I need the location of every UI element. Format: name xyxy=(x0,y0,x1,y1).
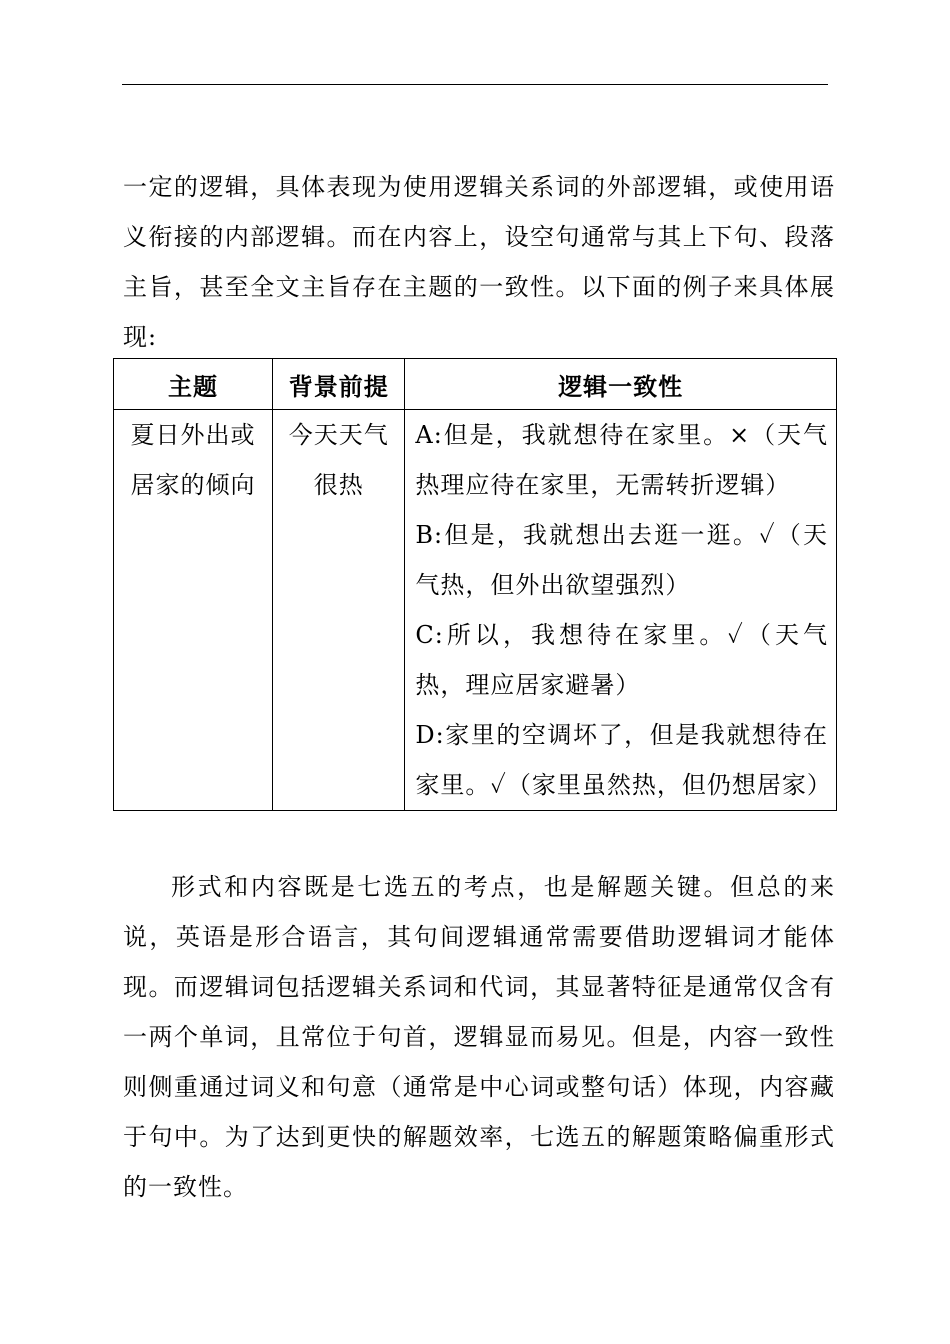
intro-paragraph: 一定的逻辑，具体表现为使用逻辑关系词的外部逻辑，或使用语义衔接的内部逻辑。而在内容上，设空句通常与其上下句、段落主旨，甚至全文主旨存在主题的一致性。以下面的例子来具体展现: xyxy=(123,173,835,351)
background-cell xyxy=(273,410,405,811)
example-table xyxy=(113,358,837,811)
topic-line: 夏日外出或 xyxy=(130,421,256,449)
option-a: A:但是，我就想待在家里。×（天气热理应待在家里，无需转折逻辑） xyxy=(415,421,828,499)
topic-line: 居家的倾向 xyxy=(130,471,256,499)
table-row xyxy=(114,410,837,811)
topic-cell xyxy=(114,410,273,811)
header-logic: 逻辑一致性 xyxy=(405,359,837,410)
body-paragraph: 形式和内容既是七选五的考点，也是解题关键。但总的来说，英语是形合语言，其句间逻辑通常需要借助逻辑词才能体现。而逻辑词包括逻辑关系词和代词，其显著特征是通常仅含有一两个单词，且常位于句首，逻辑显而易见。但是，内容一致性则侧重通过词义和句意（通常是中心词或整句话）体现，内容藏于句中。为了达到更快的解题效率，七选五的解题策略偏重形式的一致性。 xyxy=(123,873,835,1201)
header-rule xyxy=(122,84,828,85)
header-topic: 主题 xyxy=(114,359,273,410)
table-header-row xyxy=(114,359,837,410)
option-d: D:家里的空调坏了，但是我就想待在家里。✓（家里虽然热，但仍想居家） xyxy=(415,721,832,799)
background-line: 很热 xyxy=(313,471,364,499)
option-b: B:但是，我就想出去逛一逛。✓（天气热，但外出欲望强烈） xyxy=(415,521,828,599)
header-background: 背景前提 xyxy=(273,359,405,410)
background-line: 今天天气 xyxy=(288,421,389,449)
logic-cell xyxy=(405,410,837,811)
option-c: C:所以，我想待在家里。✓（天气热，理应居家避暑） xyxy=(415,621,828,699)
